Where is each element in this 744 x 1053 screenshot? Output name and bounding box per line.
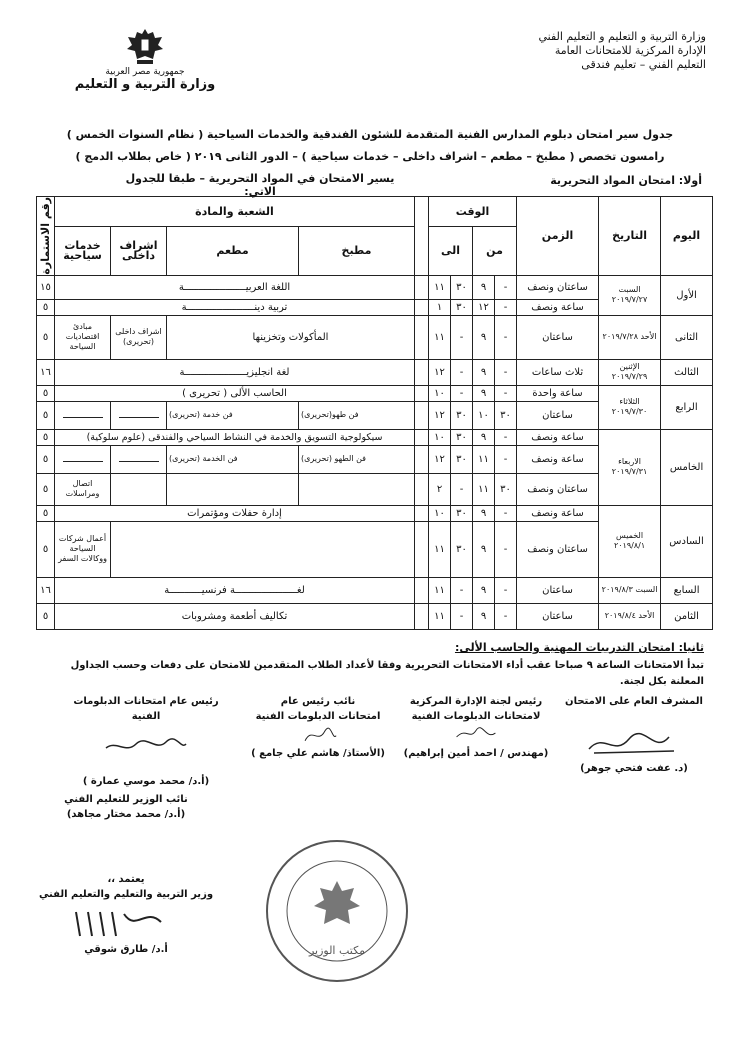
sheet-cell: ٥ [37,603,55,629]
housekeeping-cell: اشراف داخلى (تحريرى) [111,315,167,359]
from-hour: ٩ [473,385,495,401]
signature-title2: لامتحانات الدبلومات الفنية [411,711,541,722]
signature-name: (أ.د/ محمد مختار مجاهد) [66,809,186,820]
subject-cell: تكاليف أطعمة ومشروبات [55,603,415,629]
date-cell: الخميس ٢٠١٩/٨/١ [599,505,661,577]
spacer [415,473,429,505]
eagle-emblem-icon [125,25,165,67]
duration-cell: ساعة ونصف [517,429,599,445]
table-row [37,429,713,445]
from-minute: - [495,505,517,521]
spacer [415,521,429,577]
to-minute: ٣٠ [451,299,473,315]
spacer [415,401,429,429]
to-minute: ٣٠ [451,429,473,445]
tourism-cell: مبادئ اقتصاديات السياحة [55,315,111,359]
sheet-cell: ٥ [37,385,55,401]
to-minute: ٣٠ [451,445,473,473]
table-row [37,603,713,629]
header-sheet-no: رقم الاستمارة [37,197,55,276]
duration-cell: ساعتان [517,603,599,629]
sheet-cell: ٥ [37,429,55,445]
table-row [37,385,713,401]
kitchen-cell: فن طهو(تحريرى) [299,401,415,429]
signature-minister [36,872,216,957]
duration-cell: ساعتان [517,577,599,603]
header-from: من [473,227,517,276]
subject-cell: اللغة العربيـــــــــــــــــــــة [55,275,415,299]
restaurant-cell: فن خدمة (تحريرى) [167,401,299,429]
to-minute: ٣٠ [451,521,473,577]
restaurant-cell: فن الخدمة (تحريرى) [167,445,299,473]
tourism-cell: أعمال شركات السياحة ووكالات السفر [55,521,111,577]
signature-title: رئيس لجنة الإدارة المركزية [409,696,543,707]
intro-note: يسير الامتحان في المواد التحريرية – طبقا للجدول الاتي: [125,172,395,198]
ministry-header-right [456,30,706,72]
sheet-cell: ٥ [37,299,55,315]
signature-deputy-minister [46,792,206,822]
to-minute: - [451,473,473,505]
duration-cell: ساعة ونصف [517,299,599,315]
header-right-line1: وزارة التربية و التعليم و التعليم الفني [538,30,706,43]
table-row [37,577,713,603]
to-minute: ٣٠ [451,505,473,521]
from-minute: - [495,429,517,445]
date-cell: السبت ٢٠١٩/٧/٢٧ [599,275,661,315]
spacer [415,275,429,299]
housekeeping-blank [111,445,167,473]
spacer [415,315,429,359]
kitchen-empty [299,473,415,505]
subject-cell: الحاسب الألى ( تحريرى ) [55,385,415,401]
to-minute: ٣٠ [451,275,473,299]
day-cell: الثالث [661,359,713,385]
day-cell: الأول [661,275,713,315]
signature-title: نائب الوزير للتعليم الفني [64,794,188,805]
spacer [415,445,429,473]
from-hour: ٩ [473,603,495,629]
to-hour: ١٠ [429,429,451,445]
signature-title: رئيس عام امتحانات الدبلومات الفنية [73,696,219,722]
to-hour: ١١ [429,577,451,603]
sheet-cell: ٥ [37,521,55,577]
header-duration: الزمن [517,197,599,276]
to-minute: ٣٠ [451,401,473,429]
signature-name: أ.د/ طارق شوقي [84,944,168,955]
to-minute: - [451,577,473,603]
ministry-header-left [70,25,220,92]
sheet-cell: ٥ [37,315,55,359]
intro-written-exams: أولا: امتحان المواد التحريرية [550,174,702,187]
tourism-blank [55,445,111,473]
from-minute: - [495,315,517,359]
from-hour: ٩ [473,315,495,359]
signature-name: (أ.د/ محمد موسي عمارة ) [82,776,210,787]
day-cell: الثانى [661,315,713,359]
from-minute: - [495,385,517,401]
from-hour: ١٠ [473,401,495,429]
signature-title: يعتمد ،، [107,874,145,885]
sheet-cell: ٥ [37,401,55,429]
from-hour: ٩ [473,275,495,299]
title-line1: جدول سير امتحان دبلوم المدارس الفنية المتقدمة للشئون الفندقية والخدمات السياحية ( نظام السنوات الخمس ) [66,128,674,141]
header-day: اليوم [661,197,713,276]
signature-title: نائب رئيس عام [280,696,356,707]
from-minute: - [495,445,517,473]
from-minute: - [495,521,517,577]
subject-cell: إدارة حفلات ومؤتمرات [55,505,415,521]
duration-cell: ساعتان ونصف [517,275,599,299]
spacer [415,429,429,445]
from-minute: - [495,577,517,603]
tourism-blank [55,401,111,429]
to-minute: - [451,385,473,401]
handwritten-signature-icon [66,730,226,764]
to-hour: ١ [429,299,451,315]
subject-cell: سيكولوجية التسويق والخدمة في النشاط السياحي والفندقى (علوم سلوكية) [55,429,415,445]
day-cell: الثامن [661,603,713,629]
header-left-line1: جمهورية مصر العربية [105,67,185,77]
from-hour: ٩ [473,521,495,577]
duration-cell: ساعة ونصف [517,505,599,521]
signature-title2: امتحانات الدبلومات الفنية [255,711,381,722]
header-left-line2: وزارة التربية و التعليم [74,77,216,92]
handwritten-signature-icon [396,724,556,746]
to-minute: - [451,603,473,629]
from-hour: ٩ [473,577,495,603]
date-cell: الأحد ٢٠١٩/٨/٤ [599,603,661,629]
from-hour: ١٢ [473,299,495,315]
subject-cell: لغـــــــــــــــــــــة فرنسيـــــــــــة [55,577,415,603]
exam-schedule-table [36,196,713,630]
signature-deputy-head [238,694,398,761]
spacer [415,385,429,401]
housekeeping-empty [111,473,167,505]
date-cell: الأحد ٢٠١٩/٧/٢٨ [599,315,661,359]
sheet-cell: ١٦ [37,359,55,385]
second-section-body: تبدأ الامتحانات الساعة ٩ صباحا عقب أداء الامتحانات التحريرية وفقا لأعداد الطلاب المتقدمين للامتحان على دفعات وحسب الجداول المعلنة بكل لجنة. [70,660,704,687]
day-cell: الخامس [661,429,713,505]
spacer [415,603,429,629]
from-hour: ٩ [473,359,495,385]
from-hour: ١١ [473,445,495,473]
to-hour: ١٢ [429,401,451,429]
from-minute: - [495,299,517,315]
header-branch: الشعبة والمادة [55,197,415,227]
to-hour: ١٠ [429,385,451,401]
branch-empty [111,521,415,577]
header-spacer [415,197,429,276]
date-cell: الثلاثاء ٢٠١٩/٧/٣٠ [599,385,661,429]
duration-cell: ساعتان [517,401,599,429]
header-to: الى [429,227,473,276]
spacer [415,505,429,521]
signature-name: (د. عفت فتحي جوهر) [580,763,688,774]
sheet-cell: ١٦ [37,577,55,603]
to-hour: ١١ [429,521,451,577]
from-minute: ٣٠ [495,401,517,429]
signature-title2: وزير التربية والتعليم والتعليم الفني [38,889,214,900]
duration-cell: ساعة واحدة [517,385,599,401]
subject-cell: المأكولات وتخزينها [167,315,415,359]
duration-cell: ثلاث ساعات [517,359,599,385]
day-cell: السادس [661,505,713,577]
header-tourism: خدمات سياحية [55,227,111,276]
day-cell: الرابع [661,385,713,429]
restaurant-empty [167,473,299,505]
duration-cell: ساعتان [517,315,599,359]
handwritten-signature-icon [238,724,398,746]
signature-name: (الأستاذ/ هاشم علي جامع ) [251,748,385,759]
header-restaurant: مطعم [167,227,299,276]
signature-general-head [66,694,226,789]
duration-cell: ساعة ونصف [517,445,599,473]
header-right-line3: التعليم الفني – تعليم فندقى [581,58,706,71]
from-minute: - [495,359,517,385]
from-hour: ٩ [473,505,495,521]
duration-cell: ساعتان ونصف [517,473,599,505]
subject-cell: لغة انجليزيـــــــــــــــــــــة [55,359,415,385]
signature-supervisor [554,694,714,776]
table-row [37,315,713,359]
handwritten-signature-icon [36,902,216,942]
to-hour: ١٢ [429,359,451,385]
header-date: التاريخ [599,197,661,276]
from-minute: - [495,603,517,629]
kitchen-cell: فن الطهو (تحريرى) [299,445,415,473]
to-minute: - [451,315,473,359]
subject-cell: تربية دينـــــــــــــــــــــــة [55,299,415,315]
sheet-cell: ١٥ [37,275,55,299]
from-hour: ٩ [473,429,495,445]
from-minute: ٣٠ [495,473,517,505]
to-hour: ٢ [429,473,451,505]
signature-committee-head [396,694,556,761]
from-minute: - [495,275,517,299]
title-line2: رامسون تخصص ( مطبخ – مطعم – اشراف داخلى – خدمات سياحية ) – الدور الثانى ٢٠١٩ ( خاص بطلاب الدمج ) [75,150,665,163]
table-row [37,359,713,385]
signature-title: المشرف العام على الامتحان [565,696,703,707]
sheet-cell: ٥ [37,505,55,521]
to-hour: ١١ [429,315,451,359]
from-hour: ١١ [473,473,495,505]
spacer [415,299,429,315]
signature-name: (مهندس / احمد أمين إبراهيم) [403,748,549,759]
to-minute: - [451,359,473,385]
header-housekeeping: اشراف داخلى [111,227,167,276]
table-row [37,275,713,299]
tourism-cell: اتصال ومراسلات [55,473,111,505]
to-hour: ١٢ [429,445,451,473]
svg-text:مكتب الوزير: مكتب الوزير [308,944,366,957]
day-cell: السابع [661,577,713,603]
table-row [37,505,713,521]
housekeeping-blank [111,401,167,429]
sheet-cell: ٥ [37,473,55,505]
header-right-line2: الإدارة المركزية للامتحانات العامة [554,44,706,57]
second-section-title: ثانيا: امتحان التدريبات المهنية والحاسب الألى: [454,641,704,654]
to-hour: ١١ [429,603,451,629]
to-hour: ١١ [429,275,451,299]
date-cell: السبت ٢٠١٩/٨/٣ [599,577,661,603]
header-time: الوقت [429,197,517,227]
date-cell: الإثنين ٢٠١٩/٧/٢٩ [599,359,661,385]
handwritten-signature-icon [554,727,714,761]
sheet-cell: ٥ [37,445,55,473]
to-hour: ١٠ [429,505,451,521]
spacer [415,359,429,385]
duration-cell: ساعتان ونصف [517,521,599,577]
date-cell: الاربعاء ٢٠١٩/٧/٣١ [599,429,661,505]
official-seal-icon [262,836,412,986]
header-kitchen: مطبخ [299,227,415,276]
spacer [415,577,429,603]
